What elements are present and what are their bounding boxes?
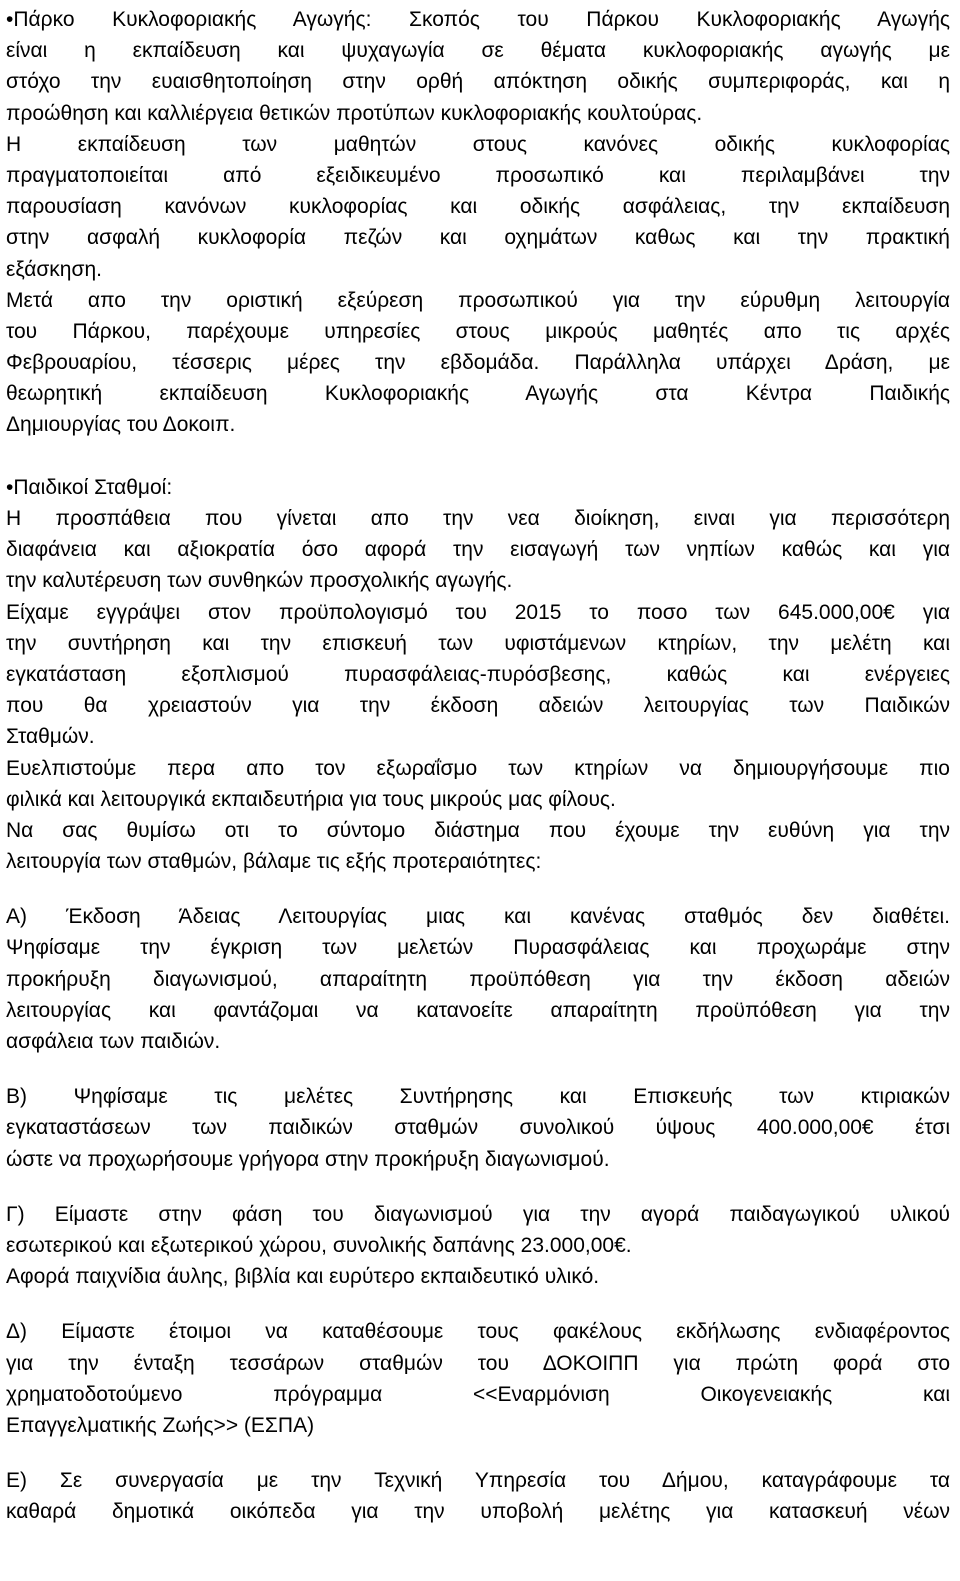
text-line: Ε) Σε συνεργασία με την Τεχνική Υπηρεσία του Δήμου, καταγράφουμε τα [6,1469,950,1493]
text-line: διαφάνεια και αξιοκρατία όσο αφορά την εισαγωγή των νηπίων καθώς και για [6,538,950,562]
text-line: καθαρά δημοτικά οικόπεδα για την υποβολή μελέτης για κατασκευή νέων [6,1500,950,1524]
text-line: Γ) Είμαστε στην φάση του διαγωνισμού για την αγορά παιδαγωγικού υλικού [6,1202,950,1226]
text-line: Δημιουργίας του Δοκοιπ. [6,413,236,437]
text-line: προώθηση και καλλιέργεια θετικών προτύπων κυκλοφοριακής κουλτούρας. [6,101,703,125]
text-line: που θα χρειαστούν για την έκδοση αδειών λειτουργίας των Παιδικών [6,694,950,718]
text-line: Η προσπάθεια που γίνεται απο την νεα διοίκηση, ειναι για περισσότερη [6,507,950,530]
section-heading: •Παιδικοί Σταθμοί: [6,475,173,499]
text-line: στόχο την ευαισθητοποίηση στην ορθή απόκτηση οδικής συμπεριφοράς, και η [6,70,950,94]
text-line: Σταθμών. [6,725,95,749]
paragraph-gap [6,1057,950,1081]
text-line: Να σας θυμίσω οτι το σύντομο διάστημα που έχουμε την ευθύνη για την [6,818,950,842]
text-line: λειτουργία των σταθμών, βάλαμε τις εξής προτεραιότητες: [6,850,542,874]
text-line: είναι η εκπαίδευση και ψυχαγωγία σε θέματα κυκλοφοριακής αγωγής με [6,39,950,63]
text-line: ώστε να προχωρήσουμε γρήγορα στην προκήρυξη διαγωνισμού. [6,1147,610,1171]
text-line: για την ένταξη τεσσάρων σταθμών του ΔΟΚΟΙΠΠ για πρώτη φορά στο [6,1351,950,1375]
section-nursery-schools [6,472,950,877]
paragraph-gap [6,877,950,901]
text-line: την καλυτέρευση των συνθηκών προσχολικής αγωγής. [6,569,513,593]
text-line: εσωτερικού και εξωτερικού χώρου, συνολικής δαπάνης 23.000,00€. [6,1233,632,1257]
text-line: προκήρυξη διαγωνισμού, απαραίτητη προϋπόθεση για την έκδοση αδειών [6,967,950,991]
paragraph-gap [6,1441,950,1465]
paragraph-gap [6,441,950,472]
text-line: Α) Έκδοση Άδειας Λειτουργίας μιας και κανένας σταθμός δεν διαθέτει. [6,905,950,929]
document-page [6,4,950,1527]
section-traffic-park [6,4,950,441]
text-line: πραγματοποιείται από εξειδικευμένο προσωπικό και περιλαμβάνει την [6,163,950,187]
text-line: Επαγγελματικής Ζωής>> (ΕΣΠΑ) [6,1413,315,1437]
text-line: φιλικά και λειτουργικά εκπαιδευτήρια για τους μικρούς μας φίλους. [6,787,616,811]
text-line: λειτουργίας και φαντάζομαι να κατανοείτε απαραίτητη προϋπόθεση για την [6,998,950,1022]
text-line: παρουσίαση κανόνων κυκλοφορίας και οδικής ασφάλειας, την εκπαίδευση [6,195,950,219]
priority-b [6,1081,950,1175]
text-line: χρηματοδοτούμενο πρόγραμμα <<Εναρμόνιση Οικογενειακής και [6,1382,950,1406]
text-line: Αφορά παιχνίδια άυλης, βιβλία και ευρύτερο εκπαιδευτικό υλικό. [6,1265,600,1289]
text-line: εγκατάσταση εξοπλισμού πυρασφάλειας-πυρόσβεσης, καθώς και ενέργειες [6,662,950,686]
text-line: Β) Ψηφίσαμε τις μελέτες Συντήρησης και Επισκευής των κτιριακών [6,1085,950,1109]
text-line: του Πάρκου, παρέχουμε υπηρεσίες στους μικρούς μαθητές απο τις αρχές [6,319,950,343]
text-line: Δ) Είμαστε έτοιμοι να καταθέσουμε τους φακέλους εκδήλωσης ενδιαφέροντος [6,1320,950,1344]
text-line: εξάσκηση. [6,257,102,281]
priority-c [6,1199,950,1293]
priority-d [6,1316,950,1441]
paragraph-gap [6,1175,950,1199]
text-line: ασφάλεια των παιδιών. [6,1030,221,1053]
text-line: Ψηφίσαμε την έγκριση των μελετών Πυρασφάλειας και προχωράμε στην [6,936,950,960]
text-line: Ευελπιστούμε περα απο τον εξωραΐσμο των κτηρίων να δημιουργήσουμε πιο [6,756,950,780]
text-line: θεωρητική εκπαίδευση Κυκλοφοριακής Αγωγής στα Κέντρα Παιδικής [6,382,950,406]
text-line: Η εκπαίδευση των μαθητών στους κανόνες οδικής κυκλοφορίας [6,132,950,156]
text-line: Είχαμε εγγράψει στον προϋπολογισμό του 2015 το ποσο των 645.000,00€ για [6,600,950,624]
text-line: στην ασφαλή κυκλοφορία πεζών και οχημάτων καθως και την πρακτική [6,226,950,250]
text-line: Φεβρουαρίου, τέσσερις μέρες την εβδομάδα. Παράλληλα υπάρχει Δράση, με [6,351,950,375]
text-line: εγκαταστάσεων των παιδικών σταθμών συνολικού ύψους 400.000,00€ έτσι [6,1116,950,1140]
priority-e [6,1465,950,1527]
text-line: την συντήρηση και την επισκευή των υφιστάμενων κτηρίων, την μελέτη και [6,631,950,655]
text-line: Μετά απο την οριστική εξεύρεση προσωπικού για την εύρυθμη λειτουργία [6,288,950,312]
paragraph-gap [6,1292,950,1316]
priority-a [6,901,950,1057]
text-line: •Πάρκο Κυκλοφοριακής Αγωγής: Σκοπός του Πάρκου Κυκλοφοριακής Αγωγής [6,8,950,31]
